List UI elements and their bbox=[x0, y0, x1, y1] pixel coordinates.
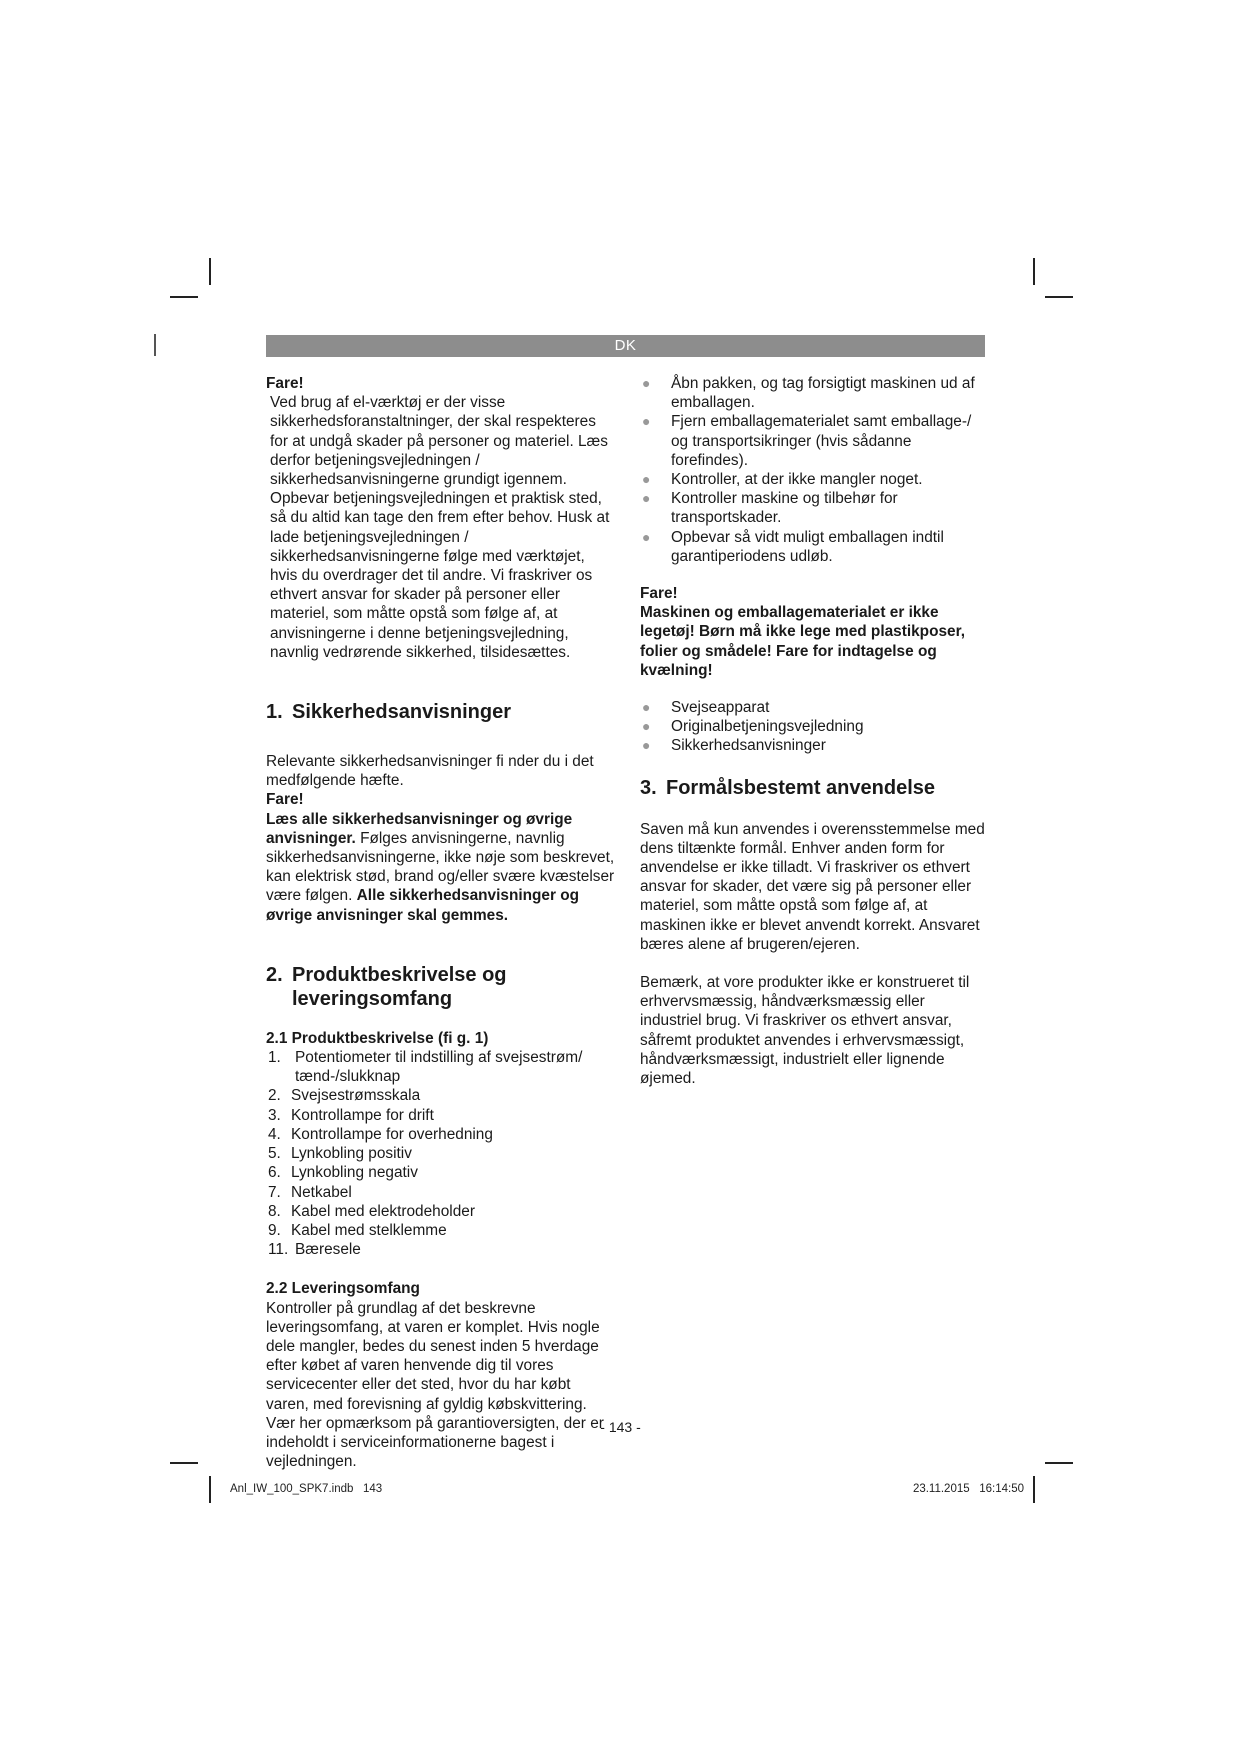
bullet-icon: ● bbox=[642, 471, 651, 488]
section-number: 2. bbox=[266, 963, 283, 986]
item-text: Fjern emballagematerialet samt emballage-/ og transportsikringer (hvis sådanne forefindes). bbox=[671, 413, 972, 469]
crop-mark bbox=[170, 296, 198, 298]
item-text: Kontrollampe for overhedning bbox=[291, 1125, 493, 1143]
list-item bbox=[266, 1086, 616, 1105]
intro-text: Ved brug af el-værktøj er der visse sikkerhedsforanstaltninger, der skal respekteres for at undgå skader på personer og materiel. Læs derfor betjeningsvejledningen / sikkerhedsanvisningerne grundigt igennem. Opbevar betjeningsvejledningen et praktisk sted, så du altid kan tage den frem efter behov. Husk at lade betjeningsvejledningen / sikkerhedsanvisningerne følge med værktøjet, hvis du overdrager det til andre. Vi fraskriver os ethvert ansvar for skader på personer eller materiel, som måtte opstå som følge af, at anvisningerne i denne betjeningsvejledning, navnlig vedrørende sikkerhed, tilsidesættes. bbox=[270, 394, 610, 661]
item-text: Lynkobling positiv bbox=[291, 1145, 412, 1163]
list-item bbox=[640, 736, 990, 755]
list-item bbox=[266, 1221, 616, 1240]
crop-mark bbox=[1033, 1476, 1035, 1503]
item-text: Svejseapparat bbox=[671, 699, 770, 717]
section-title-line1: Produktbeskrivelse og bbox=[292, 963, 507, 986]
language-label: DK bbox=[614, 337, 637, 354]
page-number: - 143 - bbox=[600, 1419, 641, 1435]
item-text: Kontroller, at der ikke mangler noget. bbox=[671, 471, 923, 489]
bullet-icon: ● bbox=[642, 699, 651, 716]
list-item bbox=[640, 528, 990, 566]
file-info: Anl_IW_100_SPK7.indb 143 bbox=[230, 1483, 383, 1495]
item-text: Bæresele bbox=[295, 1241, 361, 1259]
item-text: Potentiometer til indstilling af svejsestrøm/ tænd-/slukknap bbox=[295, 1049, 583, 1086]
bullet-icon: ● bbox=[642, 737, 651, 754]
warning-body: Følges anvisningerne, navnlig sikkerhedsanvisningerne, ikke nøje som beskrevet, kan elektrisk stød, brand og/eller svære kvæstelser være følgen. bbox=[266, 829, 615, 905]
item-text: Netkabel bbox=[291, 1183, 352, 1201]
list-item bbox=[266, 1240, 616, 1259]
item-number: 3. bbox=[268, 1106, 281, 1124]
list-item bbox=[640, 717, 990, 736]
list-item bbox=[640, 489, 990, 527]
section-number: 3. bbox=[640, 776, 657, 799]
item-text: Kabel med stelklemme bbox=[291, 1221, 447, 1239]
subsection-2-1-title: 2.1 Produktbeskrivelse (fi g. 1) bbox=[266, 1029, 489, 1047]
list-item bbox=[266, 1202, 616, 1221]
bold-instruction: Alle sikkerhedsanvisninger og øvrige anvisninger skal gemmes. bbox=[266, 887, 580, 924]
warning-label: Fare! bbox=[266, 791, 304, 809]
section-1-text: Relevante sikkerhedsanvisninger fi nder du i det medfølgende hæfte. bbox=[266, 753, 594, 790]
list-item bbox=[640, 698, 990, 717]
item-text: Åbn pakken, og tag forsigtigt maskinen ud af emballagen. bbox=[671, 375, 975, 412]
item-number: 1. bbox=[268, 1049, 281, 1067]
item-number: 11. bbox=[268, 1241, 289, 1259]
section-title: Sikkerhedsanvisninger bbox=[292, 701, 511, 724]
warning-label: Fare! bbox=[266, 375, 304, 392]
item-text: Originalbetjeningsvejledning bbox=[671, 718, 864, 736]
item-text: Kabel med elektrodeholder bbox=[291, 1202, 475, 1220]
crop-mark bbox=[1033, 258, 1035, 285]
section-1-warning-text bbox=[266, 810, 616, 925]
item-text: Lynkobling negativ bbox=[291, 1164, 418, 1182]
product-parts-list bbox=[266, 1048, 616, 1259]
section-1-heading bbox=[266, 700, 616, 724]
left-column bbox=[266, 374, 616, 1471]
crop-mark bbox=[170, 1462, 198, 1464]
item-number: 9. bbox=[268, 1221, 281, 1239]
right-column bbox=[640, 374, 990, 1088]
section-3-heading bbox=[640, 776, 990, 800]
item-text: Kontrollampe for drift bbox=[291, 1106, 434, 1124]
crop-mark bbox=[1045, 1462, 1073, 1464]
list-item bbox=[266, 1144, 616, 1163]
list-item bbox=[640, 374, 990, 412]
bullet-icon: ● bbox=[642, 528, 651, 545]
item-number: 7. bbox=[268, 1183, 281, 1201]
section-2-heading bbox=[266, 963, 616, 1011]
item-number: 2. bbox=[268, 1087, 281, 1105]
section-number: 1. bbox=[266, 701, 283, 724]
item-number: 6. bbox=[268, 1164, 281, 1182]
item-number: 8. bbox=[268, 1202, 281, 1220]
language-header-bar bbox=[266, 335, 985, 357]
item-text: Sikkerhedsanvisninger bbox=[671, 737, 826, 755]
subsection-2-2-title: 2.2 Leveringsomfang bbox=[266, 1280, 420, 1298]
crop-mark bbox=[209, 258, 211, 285]
list-item bbox=[266, 1125, 616, 1144]
warning-text: Maskinen og emballagematerialet er ikke legetøj! Børn må ikke lege med plastikposer, folier og smådele! Fare for indtagelse og kvælning! bbox=[640, 604, 966, 679]
bullet-icon: ● bbox=[642, 413, 651, 430]
bullet-icon: ● bbox=[642, 375, 651, 391]
section-3-paragraph-2: Bemærk, at vore produkter ikke er konstrueret til erhvervsmæssig, håndværksmæssig eller industriel brug. Vi fraskriver os ethvert ansvar, såfremt produktet anvendes i erhvervsmæssigt, håndværksmæssigt, industrielt eller lignende øjemed. bbox=[640, 974, 970, 1088]
item-text: Opbevar så vidt muligt emballagen indtil garantiperiodens udløb. bbox=[671, 528, 944, 565]
bold-instruction: Læs alle sikkerhedsanvisninger og øvrige anvisninger. bbox=[266, 810, 573, 847]
warning-label: Fare! bbox=[640, 585, 678, 603]
subsection-2-2-text: Kontroller på grundlag af det beskrevne leveringsomfang, at varen er komplet. Hvis nogle dele mangler, bedes du senest inden 5 hverdage efter købet af varen henvende dig til vores servicecenter eller det sted, hvor du har købt varen, med forevisning af gyldig købskvittering. Vær her opmærksom på garantioversigten, der er indeholdt i serviceinformationerne bagest i vejledningen. bbox=[266, 1299, 604, 1471]
unpacking-list bbox=[640, 374, 990, 566]
list-item bbox=[640, 412, 990, 470]
section-title: Formålsbestemt anvendelse bbox=[666, 776, 935, 799]
list-item bbox=[266, 1048, 616, 1086]
delivery-contents-list bbox=[640, 698, 990, 756]
item-number: 4. bbox=[268, 1125, 281, 1143]
bullet-icon: ● bbox=[642, 718, 651, 735]
list-item bbox=[266, 1183, 616, 1202]
section-3-paragraph-1: Saven må kun anvendes i overensstemmelse med dens tiltænkte formål. Enhver anden form for anvendelse er ikke tilladt. Vi fraskriver os ethvert ansvar for skader, det være sig på personer eller materiel, som måtte opstå som følge af, at maskinen ikke er blevet anvendt korrekt. Ansvaret bæres alene af brugeren/ejeren. bbox=[640, 820, 985, 953]
list-item bbox=[266, 1163, 616, 1182]
crop-mark bbox=[209, 1476, 211, 1503]
item-text: Svejsestrømsskala bbox=[291, 1087, 421, 1105]
item-text: Kontroller maskine og tilbehør for transportskader. bbox=[671, 490, 898, 527]
list-item bbox=[640, 470, 990, 489]
item-number: 5. bbox=[268, 1145, 281, 1163]
crop-mark bbox=[154, 334, 156, 356]
section-title-line2: leveringsomfang bbox=[292, 987, 453, 1010]
crop-mark bbox=[1045, 296, 1073, 298]
print-timestamp: 23.11.2015 16:14:50 bbox=[912, 1483, 1024, 1495]
list-item bbox=[266, 1106, 616, 1125]
bullet-icon: ● bbox=[642, 490, 651, 507]
